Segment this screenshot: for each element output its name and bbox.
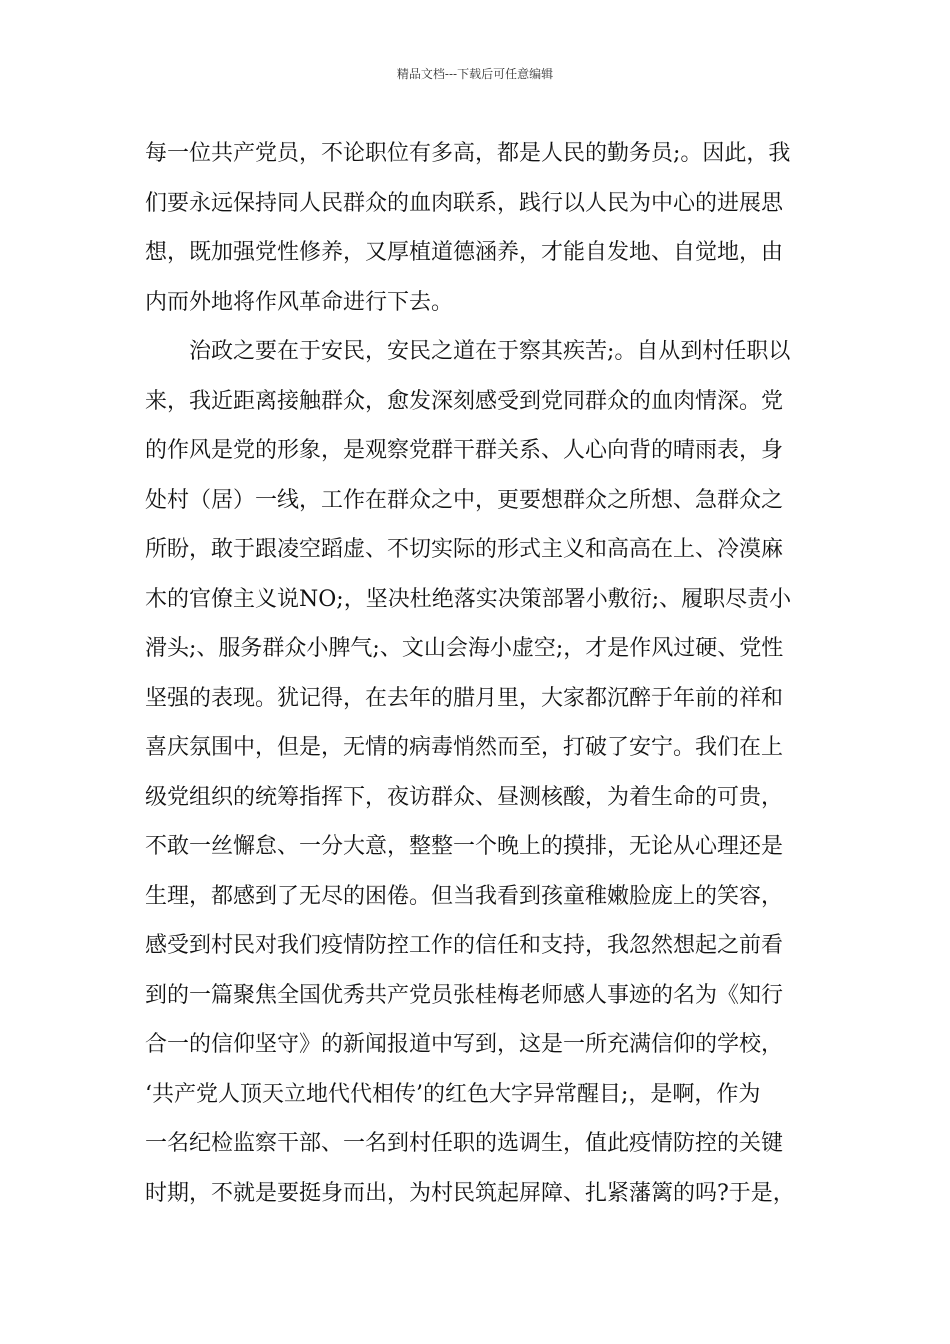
text-line: ‘共产党人顶天立地代代相传’的红色大字异常醒目;，是啊，作为 [145,1081,761,1107]
text-line: 内而外地将作风革命进行下去。 [145,289,454,315]
text-line: 来，我近距离接触群众，愈发深刻感受到党同群众的血肉情深。党 [145,388,784,414]
text-line: 坚强的表现。犹记得，在去年的腊月里，大家都沉醉于年前的祥和 [145,685,784,711]
text-line: 感受到村民对我们疫情防控工作的信任和支持，我忽然想起之前看 [145,933,784,958]
text-line: 时期，不就是要挺身而出，为村民筑起屏障、扎紧藩篱的吗?于是， [145,1180,795,1206]
text-line: 想，既加强党性修养，又厚植道德涵养，才能自发地、自觉地，由 [145,240,784,265]
text-line: 级党组织的统筹指挥下，夜访群众、昼测核酸，为着生命的可贵， [145,784,784,810]
text-line: 每一位共产党员，不论职位有多高，都是人民的勤务员;。因此，我 [145,141,791,166]
paragraph-first-line: 治政之要在于安民，安民之道在于察其疾苦;。自从到村任职以 [145,339,791,364]
text-line: 生理，都感到了无尽的困倦。但当我看到孩童稚嫩脸庞上的笑容， [145,883,784,909]
text-line: 木的官僚主义说NO;，坚决杜绝落实决策部署小敷衍;、履职尽责小 [145,586,792,612]
text-line: 一名纪检监察干部、一名到村任职的选调生，值此疫情防控的关键 [145,1131,784,1156]
text-line: 处村（居）一线，工作在群众之中，更要想群众之所想、急群众之 [145,487,784,513]
page-header: 精品文档---下载后可任意编辑 [396,67,554,81]
text-line: 合一的信仰坚守》的新闻报道中写到，这是一所充满信仰的学校， [145,1032,784,1057]
text-line: 喜庆氛围中，但是，无情的病毒悄然而至，打破了安宁。我们在上 [145,735,784,760]
text-line: 所盼，敢于跟凌空蹈虚、不切实际的形式主义和高高在上、冷漠麻 [145,537,784,562]
text-line: 到的一篇聚焦全国优秀共产党员张桂梅老师感人事迹的名为《知行 [145,982,784,1008]
text-line: 的作风是党的形象，是观察党群干群关系、人心向背的晴雨表，身 [145,438,784,463]
text-line: 滑头;、服务群众小脾气;、文山会海小虚空;，才是作风过硬、党性 [145,636,784,661]
document-body [145,129,810,1218]
text-line: 们要永远保持同人民群众的血肉联系，践行以人民为中心的进展思 [145,190,784,216]
text-line: 不敢一丝懈怠、一分大意，整整一个晚上的摸排，无论从心理还是 [145,834,784,859]
